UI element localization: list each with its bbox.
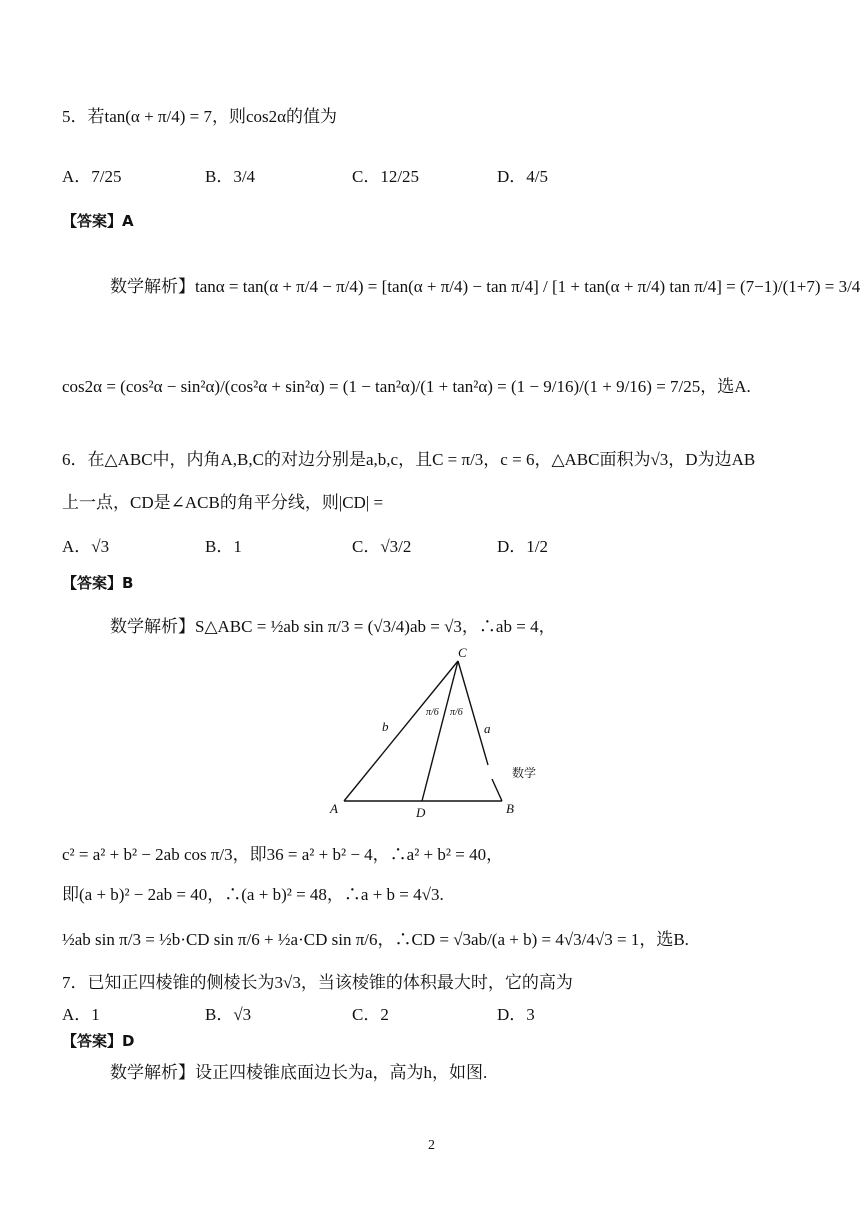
watermark: 数学 — [512, 766, 537, 780]
q6-option-a: A．√3 — [62, 537, 110, 556]
page-number: 2 — [428, 1138, 435, 1153]
label-d: D — [416, 805, 426, 820]
label-a-vertex: A — [330, 801, 338, 816]
q7-explanation-1: 数学解析】设正四棱锥底面边长为a，高为h，如图. — [110, 1063, 488, 1082]
q6-answer: 【答案】B — [62, 574, 134, 592]
label-b-side: b — [382, 719, 389, 734]
side-b-end — [492, 779, 502, 801]
q7-option-d: D．3 — [497, 1005, 535, 1024]
angle-label-1: π/6 — [426, 707, 439, 718]
label-c: C — [458, 645, 467, 660]
q6-stem-line2: 上一点，CD是∠ACB的角平分线，则|CD| = — [62, 493, 384, 512]
q7-option-b: B．√3 — [205, 1005, 252, 1024]
side-b — [344, 661, 458, 801]
q7-answer: 【答案】D — [62, 1032, 135, 1050]
q6-explanation-1: 数学解析】S△ABC = ½ab sin π/3 = (√3/4)ab = √3，∴ab = 4， — [110, 617, 556, 636]
q6-line-2: 即(a + b)² − 2ab = 40，∴(a + b)² = 48，∴a + b = 4√3. — [62, 885, 444, 904]
q7-stem: 7．已知正四棱锥的侧棱长为3√3，当该棱锥的体积最大时，它的高为 — [62, 973, 573, 992]
q5-option-c: C．12/25 — [352, 167, 420, 186]
q5-stem: 5．若tan(α + π/4) = 7，则cos2α的值为 — [62, 107, 338, 126]
q5-explanation-2: cos2α = (cos²α − sin²α)/(cos²α + sin²α) = (1 − tan²α)/(1 + tan²α) = (1 − 9/16)/(1 + 9/16) = 7/25，选A. — [62, 377, 751, 396]
q5-option-b: B．3/4 — [205, 167, 256, 186]
q5-answer: 【答案】A — [62, 212, 134, 230]
q6-line-3: ½ab sin π/3 = ½b·CD sin π/6 + ½a·CD sin π/6，∴CD = √3ab/(a + b) = 4√3/4√3 = 1，选B. — [62, 930, 689, 949]
q6-option-c: C．√3/2 — [352, 537, 412, 556]
q7-option-c: C．2 — [352, 1005, 389, 1024]
q6-stem-line1: 6．在△ABC中，内角A,B,C的对边分别是a,b,c，且C = π/3，c = 6，△ABC面积为√3，D为边AB — [62, 450, 756, 469]
q6-option-b: B．1 — [205, 537, 242, 556]
label-a-side: a — [484, 721, 491, 736]
q7-option-a: A．1 — [62, 1005, 100, 1024]
triangle-figure — [320, 645, 560, 825]
q5-explanation-1: 数学解析】tanα = tan(α + π/4 − π/4) = [tan(α + π/4) − tan π/4] / [1 + tan(α + π/4) tan π/4] = (7−1)/(1+7) = 3/4 — [110, 277, 861, 296]
q5-option-d: D．4/5 — [497, 167, 548, 186]
q5-option-a: A．7/25 — [62, 167, 122, 186]
q6-line-1: c² = a² + b² − 2ab cos π/3，即36 = a² + b² − 4，∴a² + b² = 40， — [62, 845, 504, 864]
angle-label-2: π/6 — [450, 707, 463, 718]
label-b-vertex: B — [506, 801, 514, 816]
q6-option-d: D．1/2 — [497, 537, 548, 556]
